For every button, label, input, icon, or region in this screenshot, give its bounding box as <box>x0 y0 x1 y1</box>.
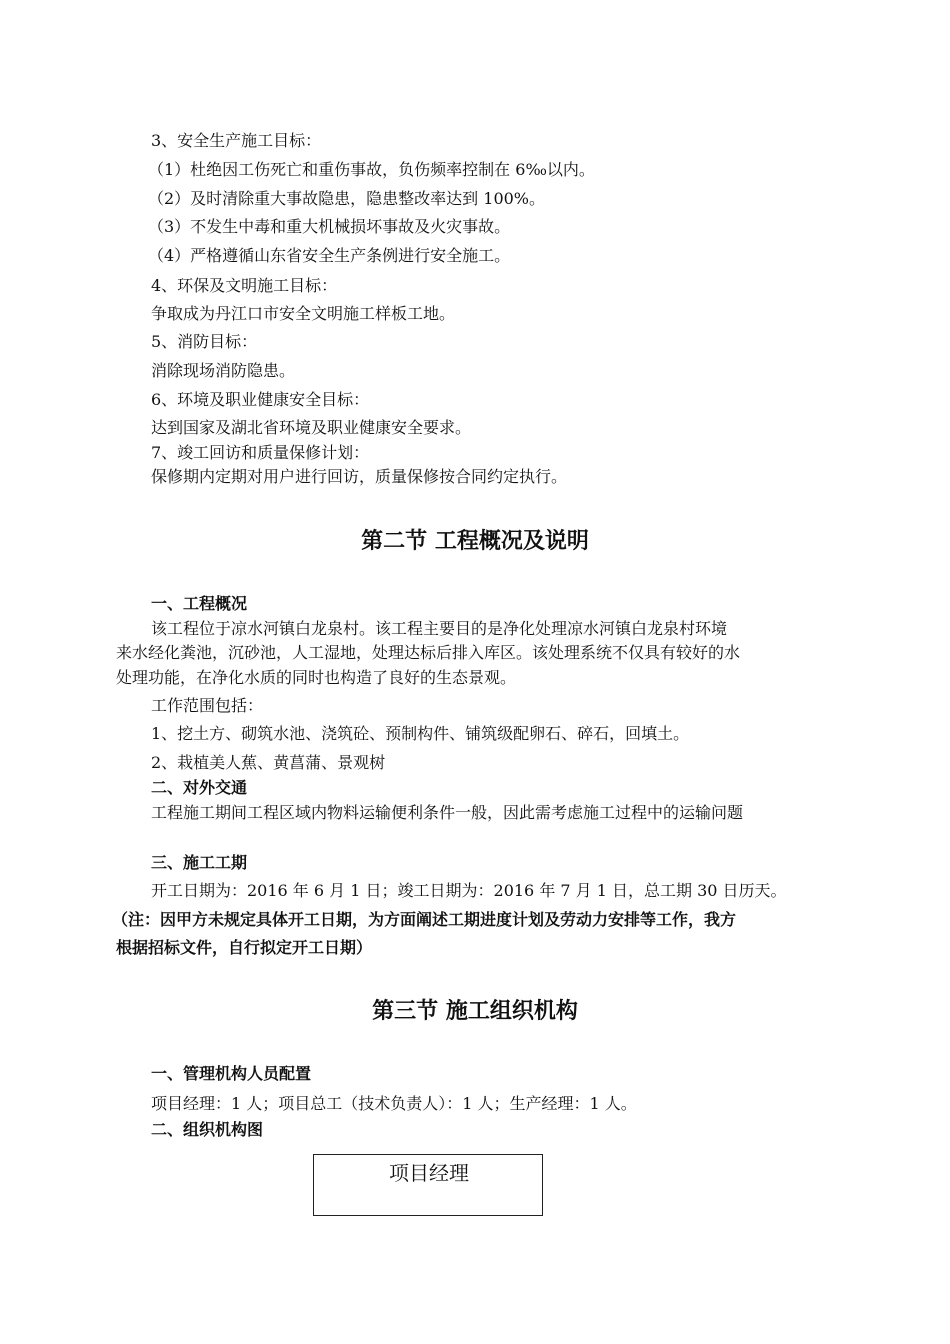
safety-goal-item-3: （3）不发生中毒和重大机械损坏事故及火灾事故。 <box>148 217 511 236</box>
project-overview-para-line-2: 来水经化粪池，沉砂池，人工湿地，处理达标后排入库区。该处理系统不仅具有较好的水 <box>116 643 741 662</box>
org-chart-root-label: 项目经理 <box>389 1161 469 1185</box>
fire-goal-title: 5、消防目标： <box>151 332 258 351</box>
start-date-note-line-1: （注：因甲方未规定具体开工日期，为方面阐述工期进度计划及劳动力安排等工作，我方 <box>112 910 737 929</box>
env-civil-goal-text: 争取成为丹江口市安全文明施工样板工地。 <box>151 304 456 323</box>
external-traffic-title: 二、对外交通 <box>151 778 248 797</box>
health-goal-text: 达到国家及湖北省环境及职业健康安全要求。 <box>151 418 472 437</box>
safety-goal-item-1: （1）杜绝因工伤死亡和重伤事故，负伤频率控制在 6‰以内。 <box>148 160 595 179</box>
safety-goal-item-2: （2）及时清除重大事故隐患，隐患整改率达到 100%。 <box>148 189 546 208</box>
staffing-title: 一、管理机构人员配置 <box>151 1064 312 1083</box>
project-overview-para-line-3: 处理功能，在净化水质的同时也构造了良好的生态景观。 <box>116 668 517 687</box>
work-scope-item-2: 2、栽植美人蕉、黄菖蒲、景观树 <box>151 753 386 772</box>
work-scope-label: 工作范围包括： <box>151 696 264 715</box>
env-civil-goal-title: 4、环保及文明施工目标： <box>151 276 338 295</box>
warranty-plan-title: 7、竣工回访和质量保修计划： <box>151 443 370 462</box>
warranty-plan-text: 保修期内定期对用户进行回访，质量保修按合同约定执行。 <box>151 467 568 486</box>
start-date-note-line-2: 根据招标文件，自行拟定开工日期） <box>116 938 373 957</box>
fire-goal-text: 消除现场消防隐患。 <box>151 361 296 380</box>
section-2-heading: 第二节 工程概况及说明 <box>361 529 589 554</box>
project-overview-title: 一、工程概况 <box>151 594 248 613</box>
org-chart-root-box <box>313 1154 543 1216</box>
construction-period-text: 开工日期为：2016 年 6 月 1 日；竣工日期为：2016 年 7 月 1 日，总工期 30 日历天。 <box>151 881 787 900</box>
health-goal-title: 6、环境及职业健康安全目标： <box>151 390 370 409</box>
work-scope-item-1: 1、挖土方、砌筑水池、浇筑砼、预制构件、铺筑级配卵石、碎石，回填土。 <box>151 724 690 743</box>
staffing-text: 项目经理：1 人；项目总工（技术负责人）：1 人；生产经理：1 人。 <box>151 1094 637 1113</box>
section-3-heading: 第三节 施工组织机构 <box>372 999 578 1024</box>
project-overview-para-line-1: 该工程位于凉水河镇白龙泉村。该工程主要目的是净化处理凉水河镇白龙泉村环境 <box>151 619 728 638</box>
construction-period-title: 三、施工工期 <box>151 853 248 872</box>
external-traffic-text: 工程施工期间工程区域内物料运输便利条件一般，因此需考虑施工过程中的运输问题 <box>151 803 744 822</box>
org-chart-title: 二、组织机构图 <box>151 1120 264 1139</box>
safety-goal-item-4: （4）严格遵循山东省安全生产条例进行安全施工。 <box>148 246 511 265</box>
safety-goal-title: 3、安全生产施工目标： <box>151 131 322 150</box>
